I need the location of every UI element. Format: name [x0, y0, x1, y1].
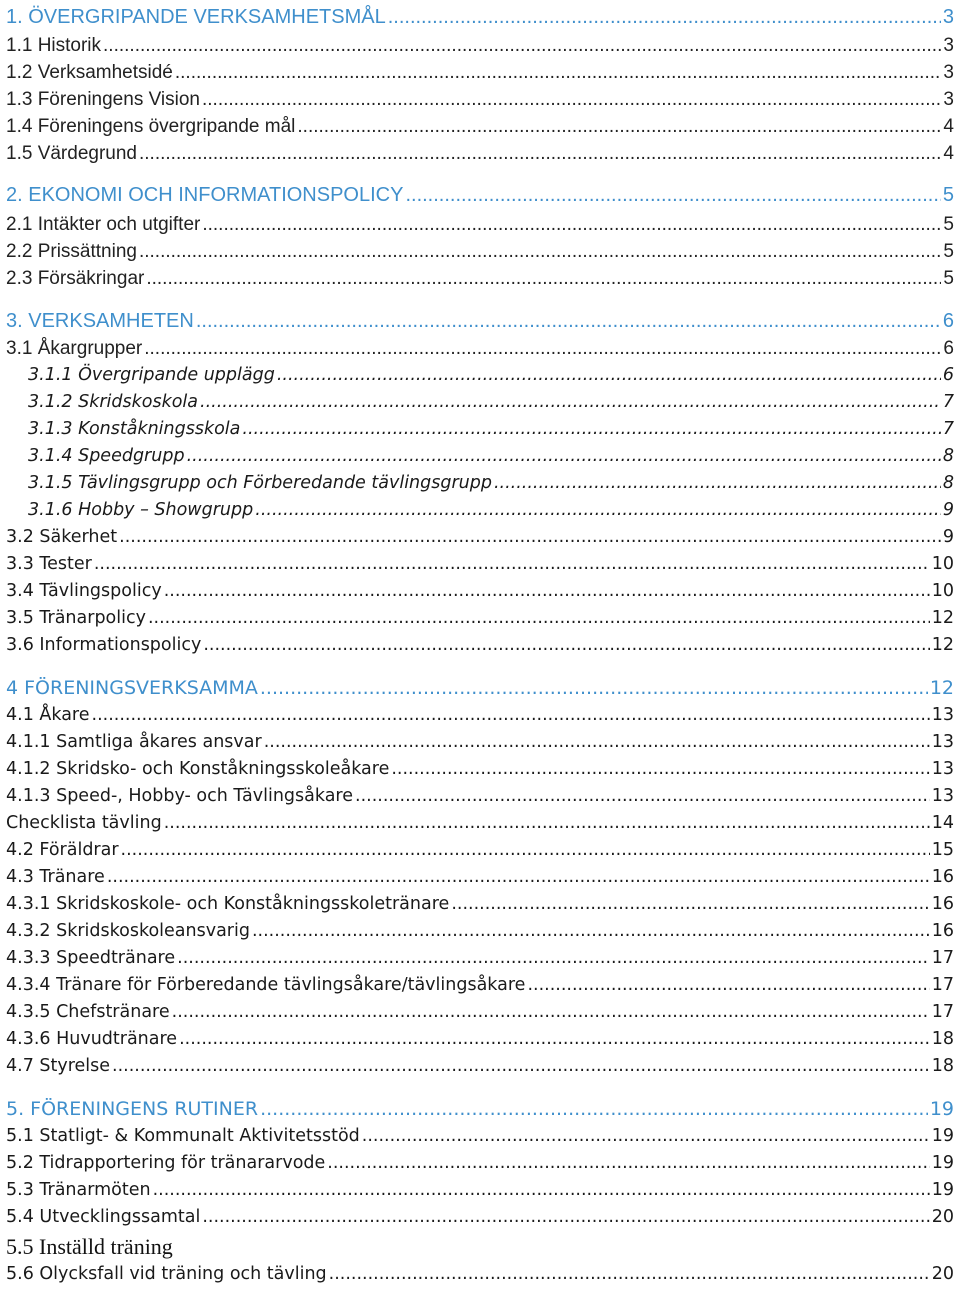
toc-leader-dots	[329, 1264, 930, 1284]
toc-page-number: 3	[943, 62, 954, 83]
toc-page-number: 14	[931, 813, 954, 833]
toc-entry[interactable]	[6, 554, 954, 574]
toc-leader-dots	[92, 705, 930, 725]
toc-entry[interactable]	[6, 608, 954, 628]
toc-entry-title: 4.2 Föräldrar	[6, 840, 119, 860]
toc-page-number: 20	[931, 1264, 954, 1284]
toc-entry[interactable]	[6, 116, 954, 138]
toc-page-number: 10	[931, 554, 954, 574]
toc-page-number: 10	[931, 581, 954, 601]
toc-entry[interactable]	[6, 786, 954, 806]
toc-entry-title: 2.1 Intäkter och utgifter	[6, 214, 201, 235]
toc-entry-title: 5.1 Statligt- & Kommunalt Aktivitetsstöd	[6, 1126, 360, 1146]
toc-entry-title: 3.1.1 Övergripande upplägg	[28, 365, 275, 385]
toc-leader-dots	[196, 310, 941, 333]
toc-leader-dots	[203, 635, 929, 655]
toc-entry[interactable]	[6, 527, 954, 547]
toc-entry-title: 4.1.3 Speed-, Hobby- och Tävlingsåkare	[6, 786, 354, 806]
toc-page-number: 13	[931, 759, 954, 779]
toc-page-number: 8	[942, 473, 954, 493]
toc-page-number: 6	[942, 310, 954, 332]
toc-entry[interactable]	[6, 1126, 954, 1146]
toc-entry[interactable]	[6, 581, 954, 601]
toc-leader-dots	[139, 143, 941, 165]
toc-entry-title: Checklista tävling	[6, 813, 162, 833]
table-of-contents	[6, 0, 954, 1294]
toc-page-number: 16	[931, 867, 954, 887]
toc-entry[interactable]	[6, 921, 954, 941]
toc-leader-dots	[179, 1029, 930, 1049]
toc-entry[interactable]	[6, 89, 954, 111]
toc-entry[interactable]	[6, 1264, 954, 1284]
toc-entry-title: 2.3 Försäkringar	[6, 268, 145, 289]
toc-page-number: 6	[943, 338, 954, 359]
toc-entry[interactable]	[6, 268, 954, 290]
toc-leader-dots	[153, 1180, 930, 1200]
toc-entry[interactable]	[6, 635, 954, 655]
toc-entry[interactable]	[28, 419, 954, 439]
toc-leader-dots	[202, 89, 941, 111]
toc-entry[interactable]	[6, 948, 954, 968]
toc-entry-title: 3.1.6 Hobby – Showgrupp	[28, 500, 254, 520]
toc-leader-dots	[119, 527, 941, 547]
toc-entry-title: 5.4 Utvecklingssamtal	[6, 1207, 201, 1227]
toc-entry[interactable]	[6, 184, 954, 207]
toc-page-number: 12	[931, 608, 954, 628]
toc-entry[interactable]	[6, 35, 954, 57]
toc-entry[interactable]	[6, 1056, 954, 1076]
toc-entry[interactable]	[6, 1002, 954, 1022]
toc-page-number: 5	[943, 214, 954, 235]
toc-leader-dots	[187, 446, 941, 466]
toc-leader-dots	[297, 116, 941, 138]
toc-entry[interactable]	[6, 6, 954, 29]
toc-entry-title: 5.2 Tidrapportering för tränararvode	[6, 1153, 326, 1173]
toc-leader-dots	[264, 732, 930, 752]
toc-leader-dots	[255, 500, 941, 520]
toc-page-number: 5	[942, 184, 954, 206]
toc-page-number: 20	[931, 1207, 954, 1227]
toc-entry-title: 4.3 Tränare	[6, 867, 105, 887]
toc-entry[interactable]	[6, 732, 954, 752]
toc-leader-dots	[202, 214, 941, 236]
toc-leader-dots	[164, 581, 930, 601]
toc-page-number: 17	[931, 1002, 954, 1022]
toc-entry[interactable]	[6, 867, 954, 887]
toc-page-number: 18	[931, 1056, 954, 1076]
toc-entry-title: 2. EKONOMI OCH INFORMATIONSPOLICY	[6, 184, 404, 206]
toc-leader-dots	[260, 1098, 928, 1120]
toc-leader-dots	[164, 813, 930, 833]
toc-entry-title: 1.2 Verksamhetsidé	[6, 62, 173, 83]
toc-page-number: 7	[942, 419, 954, 439]
toc-page-number: 4	[943, 143, 954, 164]
toc-entry-title: 4.3.1 Skridskoskole- och Konståkningsskoletränare	[6, 894, 450, 914]
toc-leader-dots	[94, 554, 930, 574]
toc-entry[interactable]	[6, 1234, 954, 1260]
toc-page-number: 8	[942, 446, 954, 466]
toc-entry-title: 4.3.4 Tränare för Förberedande tävlingsåkare/tävlingsåkare	[6, 975, 526, 995]
toc-entry[interactable]	[28, 446, 954, 466]
toc-page-number: 17	[931, 975, 954, 995]
toc-page-number: 15	[931, 840, 954, 860]
toc-entry-title: 1.4 Föreningens övergripande mål	[6, 116, 296, 137]
toc-page-number: 17	[931, 948, 954, 968]
toc-page-number: 9	[942, 527, 954, 547]
toc-entry[interactable]	[6, 1180, 954, 1200]
toc-page-number: 19	[931, 1126, 954, 1146]
toc-leader-dots	[355, 786, 930, 806]
toc-entry[interactable]	[6, 1153, 954, 1173]
toc-entry[interactable]	[6, 813, 954, 833]
toc-entry-title: 5.3 Tränarmöten	[6, 1180, 151, 1200]
toc-leader-dots	[260, 677, 928, 699]
toc-entry[interactable]	[6, 62, 954, 84]
toc-leader-dots	[175, 62, 942, 84]
toc-leader-dots	[405, 184, 940, 207]
toc-page-number: 3	[943, 35, 954, 56]
toc-entry-title: 4 FÖRENINGSVERKSAMMA	[6, 677, 258, 699]
toc-entry[interactable]	[6, 705, 954, 725]
toc-leader-dots	[202, 1207, 929, 1227]
toc-entry-title: 1. ÖVERGRIPANDE VERKSAMHETSMÅL	[6, 6, 386, 28]
toc-page-number: 13	[931, 705, 954, 725]
toc-leader-dots	[107, 867, 930, 887]
toc-entry[interactable]	[28, 365, 954, 385]
toc-entry-title: 4.3.2 Skridskoskoleansvarig	[6, 921, 250, 941]
toc-page-number: 13	[931, 786, 954, 806]
toc-entry[interactable]	[6, 759, 954, 779]
toc-entry-title: 3.1.5 Tävlingsgrupp och Förberedande tävlingsgrupp	[28, 473, 492, 493]
toc-page-number: 7	[942, 392, 954, 412]
toc-entry[interactable]	[6, 1207, 954, 1227]
toc-entry-title: 3.3 Tester	[6, 554, 92, 574]
toc-entry-title: 1.3 Föreningens Vision	[6, 89, 200, 110]
toc-entry[interactable]	[6, 214, 954, 236]
toc-page-number: 5	[943, 268, 954, 289]
toc-page-number: 16	[931, 921, 954, 941]
toc-leader-dots	[144, 338, 941, 360]
toc-entry[interactable]	[6, 894, 954, 914]
toc-entry-title: 3.6 Informationspolicy	[6, 635, 202, 655]
toc-entry-title: 3. VERKSAMHETEN	[6, 310, 194, 332]
toc-entry-title: 3.1.4 Speedgrupp	[28, 446, 185, 466]
toc-leader-dots	[146, 268, 941, 290]
toc-page-number: 3	[942, 6, 954, 28]
toc-page-number: 12	[931, 635, 954, 655]
toc-page-number: 4	[943, 116, 954, 137]
toc-entry-title: 1.5 Värdegrund	[6, 143, 137, 164]
toc-leader-dots	[103, 35, 941, 57]
toc-entry[interactable]	[6, 677, 954, 699]
toc-leader-dots	[327, 1153, 929, 1173]
toc-entry-title: 4.3.5 Chefstränare	[6, 1002, 170, 1022]
toc-leader-dots	[451, 894, 929, 914]
toc-leader-dots	[388, 6, 941, 29]
toc-entry-title: 3.5 Tränarpolicy	[6, 608, 146, 628]
toc-entry[interactable]	[6, 975, 954, 995]
toc-page-number: 19	[931, 1153, 954, 1173]
toc-entry[interactable]	[28, 392, 954, 412]
toc-entry-title: 4.1 Åkare	[6, 705, 90, 725]
toc-entry-title: 3.2 Säkerhet	[6, 527, 118, 547]
toc-entry-title: 4.7 Styrelse	[6, 1056, 111, 1076]
toc-page-number: 19	[929, 1098, 954, 1120]
toc-leader-dots	[200, 392, 941, 412]
toc-page-number: 16	[931, 894, 954, 914]
toc-leader-dots	[139, 241, 941, 263]
toc-leader-dots	[252, 921, 930, 941]
toc-leader-dots	[148, 608, 930, 628]
toc-leader-dots	[112, 1056, 930, 1076]
toc-page-number: 18	[931, 1029, 954, 1049]
toc-leader-dots	[172, 1002, 930, 1022]
toc-entry-title: 5. FÖRENINGENS RUTINER	[6, 1098, 259, 1120]
toc-entry-title: 3.1.3 Konståkningsskola	[28, 419, 241, 439]
toc-entry-title: 5.5 Inställd träning	[6, 1234, 173, 1259]
toc-entry-title: 4.1.1 Samtliga åkares ansvar	[6, 732, 262, 752]
toc-entry-title: 3.4 Tävlingspolicy	[6, 581, 162, 601]
toc-leader-dots	[494, 473, 941, 493]
toc-entry[interactable]	[6, 1098, 954, 1120]
toc-page-number: 9	[942, 500, 954, 520]
toc-entry[interactable]	[6, 840, 954, 860]
toc-leader-dots	[121, 840, 930, 860]
toc-entry[interactable]	[6, 241, 954, 263]
toc-page-number: 6	[942, 365, 954, 385]
toc-entry[interactable]	[28, 473, 954, 493]
toc-entry-title: 4.1.2 Skridsko- och Konståkningsskoleåkare	[6, 759, 390, 779]
toc-entry-title: 1.1 Historik	[6, 35, 102, 56]
toc-entry-title: 4.3.6 Huvudtränare	[6, 1029, 178, 1049]
toc-entry-title: 3.1 Åkargrupper	[6, 338, 143, 359]
toc-entry-title: 2.2 Prissättning	[6, 241, 137, 262]
toc-entry-title: 5.6 Olycksfall vid träning och tävling	[6, 1264, 327, 1284]
toc-page-number: 5	[943, 241, 954, 262]
toc-entry[interactable]	[6, 310, 954, 333]
toc-leader-dots	[242, 419, 940, 439]
toc-leader-dots	[527, 975, 929, 995]
toc-entry[interactable]	[6, 1029, 954, 1049]
toc-page-number: 3	[943, 89, 954, 110]
toc-entry[interactable]	[6, 143, 954, 165]
toc-entry-title: 4.3.3 Speedtränare	[6, 948, 176, 968]
toc-entry-title: 3.1.2 Skridskoskola	[28, 392, 199, 412]
toc-leader-dots	[362, 1126, 930, 1146]
toc-entry[interactable]	[28, 500, 954, 520]
toc-page-number: 19	[931, 1180, 954, 1200]
toc-leader-dots	[177, 948, 930, 968]
toc-entry[interactable]	[6, 338, 954, 360]
toc-page-number: 12	[929, 677, 954, 699]
toc-leader-dots	[277, 365, 941, 385]
toc-page-number: 13	[931, 732, 954, 752]
toc-leader-dots	[391, 759, 929, 779]
